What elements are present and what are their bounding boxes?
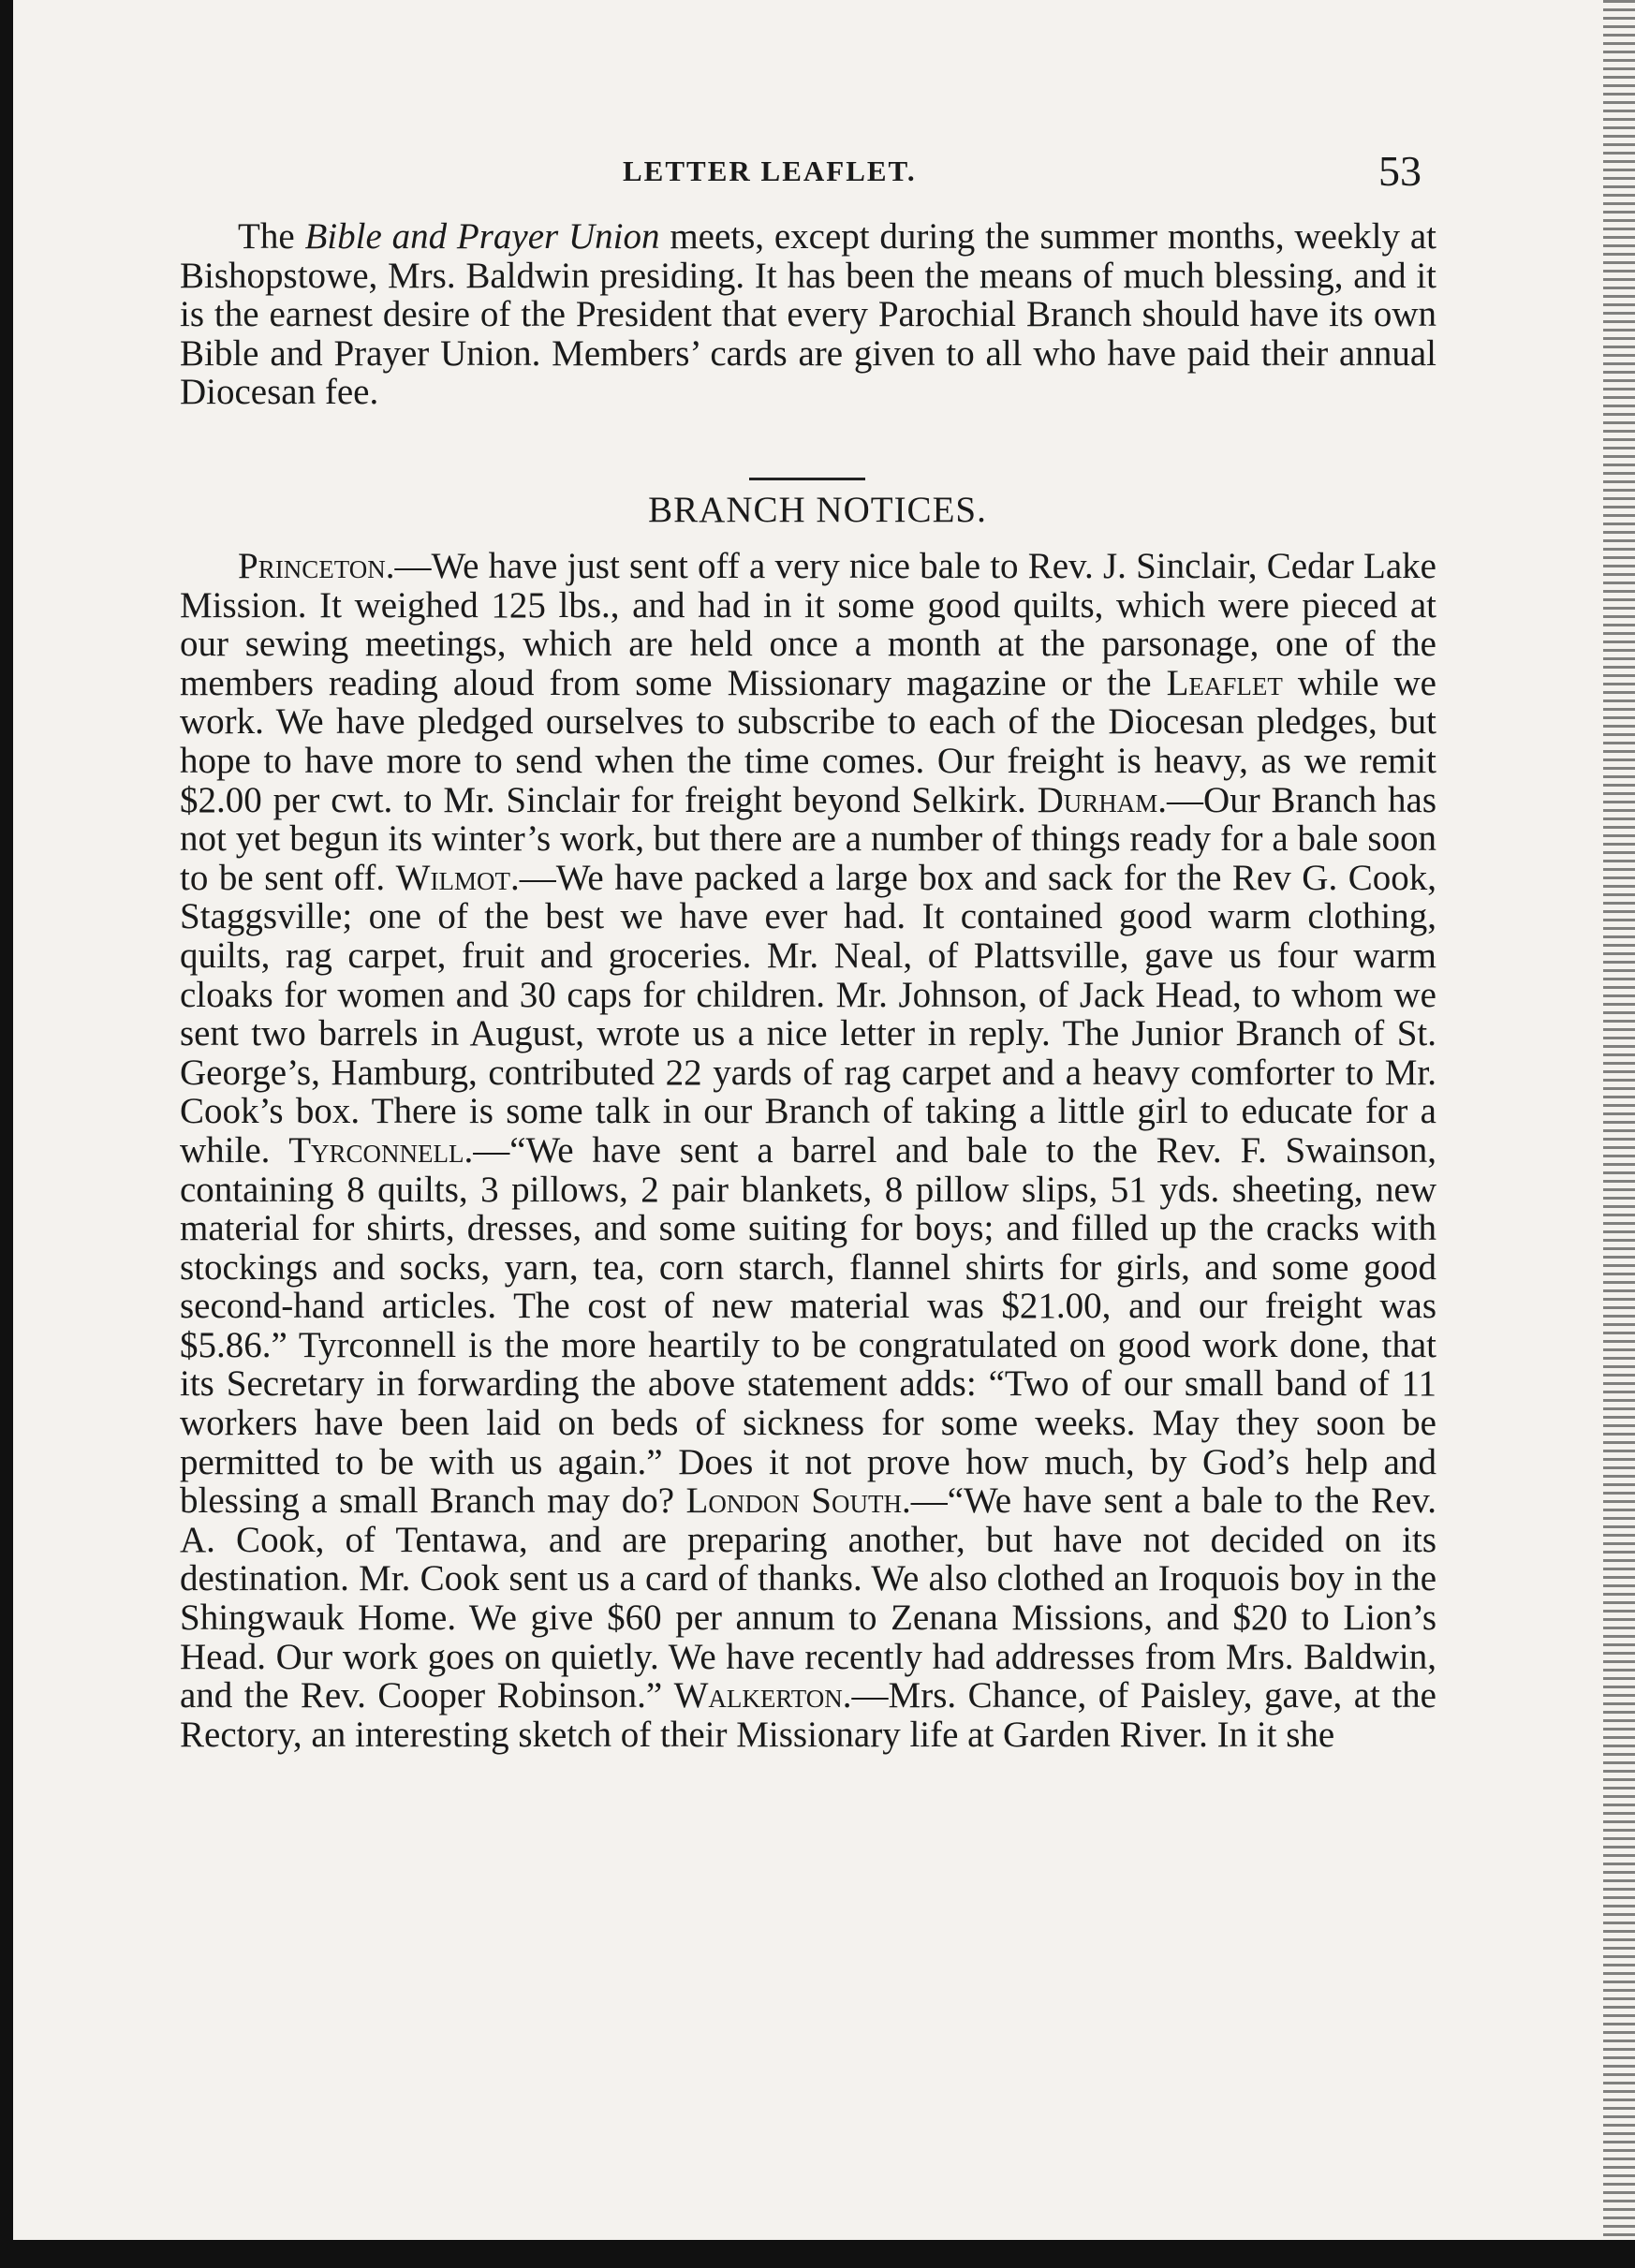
branch-label-durham: Durham. <box>1037 779 1168 820</box>
branch-label-wilmot: Wilmot. <box>395 857 520 898</box>
branch-label-walkerton: Walkerton. <box>673 1675 852 1716</box>
section-rule <box>749 478 865 480</box>
notice-text-princeton-2: while we work. We have pledged ourselves to subscribe to each of the Diocesan pledges, but hope to have more to send when the time comes. Our freight is heavy, as we remit $2.00 per cwt. to Mr. Sinclair for freight beyond Selkirk. <box>180 662 1436 820</box>
notice-text-tyrconnell: —“We have sent a barrel and bale to the Rev. F. Swainson, containing 8 quilts, 3 pillows, 2 pair blankets, 8 pillow slips, 51 yds. sheeting, new material for shirts, dresses, and some suiting for boys; and filled up the cracks with stockings and socks, yarn, tea, corn starch, flannel shirts for girls, and some good second-hand articles. The cost of new material was $21.00, and our freight was $5.86.” Tyrconnell is the more heartily to be congratulated on good work done, that its Secretary in forwarding the above statement adds: “Two of our small band of 11 workers have been laid on beds of sickness for some weeks. May they soon be permitted to be with us again.” Does it not prove how much, by God’s help and blessing a small Branch may do? <box>180 1129 1436 1522</box>
page-right-edge <box>1603 0 1635 2268</box>
notice-text-walkerton: —Mrs. Chance, of Paisley, gave, at the Rectory, an interesting sketch of their Missionary life at Garden River. In it she <box>180 1675 1436 1755</box>
leaflet-word: Leaflet <box>1166 662 1283 703</box>
notice-text-princeton: —We have just sent off a very nice bale to Rev. J. Sinclair, Cedar Lake Mission. It weighed 125 lbs., and had in it some good quilts, which were pieced at our sewing meetings, which are held once a month at the parsonage, one of the members reading aloud from some Missionary magazine or the <box>180 546 1436 703</box>
branch-label-princeton: Princeton. <box>238 546 395 586</box>
branch-notices-paragraph <box>180 547 1436 1754</box>
notice-text-durham: —Our Branch has not yet begun its winter’s work, but there are a number of things ready for a bale soon to be sent off. <box>180 779 1436 898</box>
intro-text-2: meets, except during the summer months, weekly at Bishopstowe, Mrs. Baldwin presiding. It has been the means of much blessing, and it is the earnest desire of the President that every Parochial Branch should have its own Bible and Prayer Union. Members’ cards are given to all who have paid their annual Diocesan fee. <box>180 216 1436 413</box>
page-number: 53 <box>1378 147 1421 195</box>
branch-label-tyrconnell: Tyrconnell. <box>288 1129 474 1171</box>
section-title: BRANCH NOTICES. <box>648 490 987 530</box>
branch-label-london-south: London South. <box>685 1480 911 1522</box>
page-bottom-border <box>0 2240 1635 2268</box>
intro-text-1: The <box>238 216 305 257</box>
running-header: LETTER LEAFLET. <box>623 155 917 187</box>
page-left-border <box>0 0 13 2268</box>
notice-text-wilmot: —We have packed a large box and sack for the Rev G. Cook, Staggsville; one of the best we have ever had. It contained good warm clothing, quilts, rag carpet, fruit and groceries. Mr. Neal, of Plattsville, gave us four warm cloaks for women and 30 caps for children. Mr. Johnson, of Jack Head, to whom we sent two barrels in August, wrote us a nice letter in reply. The Junior Branch of St. George’s, Hamburg, contributed 22 yards of rag carpet and a heavy comforter to Mr. Cook’s box. There is some talk in our Branch of taking a little girl to educate for a while. <box>180 857 1436 1171</box>
notice-text-london-south: —“We have sent a bale to the Rev. A. Cook, of Tentawa, and are preparing another, but have not decided on its destination. Mr. Cook sent us a card of thanks. We also clothed an Iroquois boy in the Shingwauk Home. We give $60 per annum to Zenana Missions, and $20 to Lion’s Head. Our work goes on quietly. We have recently had addresses from Mrs. Baldwin, and the Rev. Cooper Robinson.” <box>180 1480 1436 1716</box>
intro-paragraph <box>180 217 1436 412</box>
intro-italic: Bible and Prayer Union <box>304 216 660 257</box>
